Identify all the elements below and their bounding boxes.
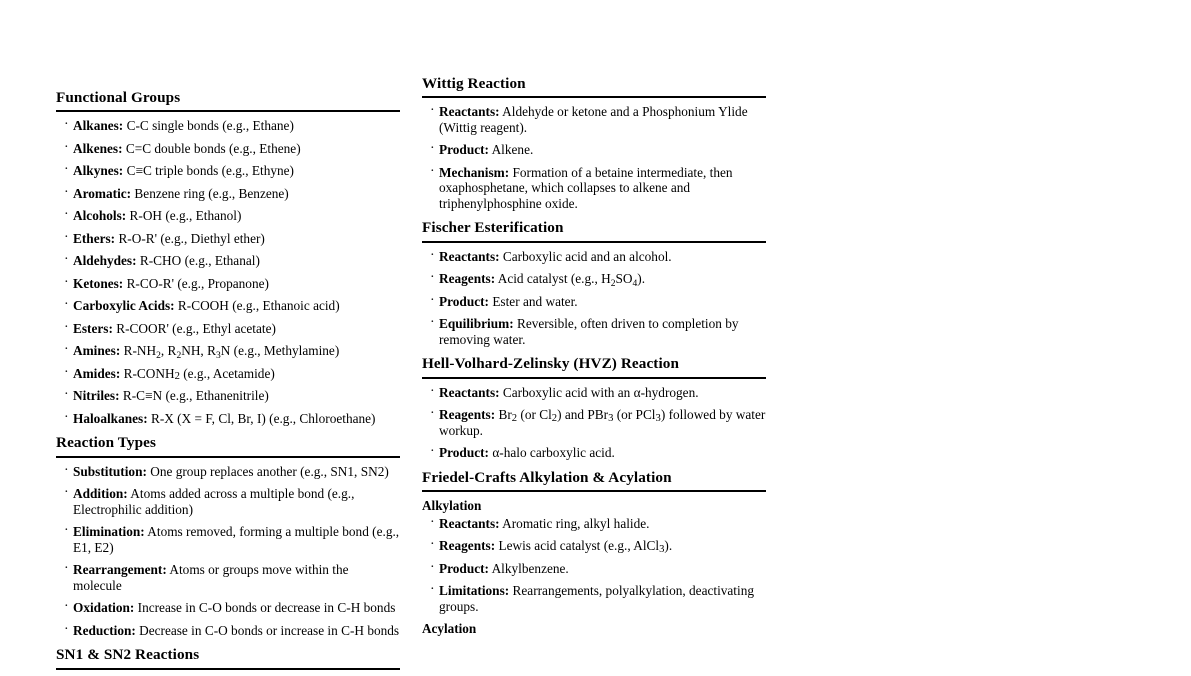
- definition-list: [56, 118, 400, 426]
- item-term: Limitations:: [439, 583, 510, 599]
- item-term: Alcohols:: [73, 208, 127, 224]
- section: [422, 218, 766, 347]
- item-description: $R-NH_2$, $R_2NH$, $R_3N$ (e.g., Methylamine): [123, 343, 340, 361]
- item-term: Aromatic:: [73, 185, 132, 201]
- list-item: [430, 538, 766, 553]
- list-item: [64, 141, 400, 156]
- section: [422, 354, 766, 460]
- section-heading: Friedel-Crafts Alkylation & Acylation: [422, 468, 672, 486]
- subsection-heading: Acylation: [422, 621, 477, 636]
- item-term: Substitution:: [73, 463, 147, 479]
- list-item: [64, 623, 400, 638]
- list-item: [430, 165, 766, 211]
- list-item: [430, 271, 766, 289]
- item-description: C=C double bonds (e.g., Ethene): [125, 140, 301, 156]
- list-item: [430, 583, 766, 614]
- item-description: R-O-R' (e.g., Diethyl ether): [118, 230, 265, 246]
- item-term: Carboxylic Acids:: [73, 298, 175, 314]
- definition-list: [422, 104, 766, 211]
- list-item: [64, 186, 400, 201]
- item-term: Reduction:: [73, 622, 136, 638]
- definition-list: [422, 385, 766, 461]
- item-term: Addition:: [73, 486, 128, 502]
- list-item: [430, 445, 766, 460]
- item-description: Alkylbenzene.: [491, 560, 569, 576]
- list-item: [64, 231, 400, 246]
- item-term: Reactants:: [439, 104, 500, 120]
- section: [56, 88, 400, 426]
- list-item: [64, 343, 400, 361]
- item-term: Reactants:: [439, 515, 500, 531]
- list-item: [430, 407, 766, 438]
- item-description: One group replaces another (e.g., SN1, SN2): [150, 463, 389, 479]
- item-term: Alkynes:: [73, 163, 124, 179]
- section-rule: [56, 456, 400, 458]
- item-description: Carboxylic acid and an alcohol.: [502, 248, 672, 264]
- list-item: [430, 385, 766, 400]
- item-description: Alkene.: [491, 142, 534, 158]
- list-item: [64, 298, 400, 313]
- list-item: [64, 486, 400, 517]
- item-term: Haloalkanes:: [73, 410, 148, 426]
- definition-list: [422, 516, 766, 614]
- list-item: [64, 276, 400, 291]
- item-term: Product:: [439, 560, 489, 576]
- item-term: Aldehydes:: [73, 253, 137, 269]
- item-description: Atoms removed, forming a multiple bond (e.g., E1, E2): [73, 524, 400, 555]
- item-description: $Br_2$ (or $Cl_2$) and PBr$_3$ (or PCl$_3$) followed by water workup.: [439, 407, 766, 438]
- item-description: R-CO-R' (e.g., Propanone): [126, 275, 269, 291]
- section: [56, 645, 400, 669]
- item-term: Equilibrium:: [439, 316, 514, 332]
- list-item: [64, 464, 400, 479]
- item-term: Elimination:: [73, 524, 145, 540]
- item-term: Product:: [439, 293, 489, 309]
- item-description: R-OH (e.g., Ethanol): [129, 208, 242, 224]
- item-term: Reagents:: [439, 271, 496, 287]
- list-item: [430, 316, 766, 347]
- item-term: Reactants:: [439, 248, 500, 264]
- item-description: R-C≡N (e.g., Ethanenitrile): [122, 388, 269, 404]
- item-term: Esters:: [73, 320, 113, 336]
- item-term: Oxidation:: [73, 600, 135, 616]
- list-item: [64, 208, 400, 223]
- item-description: Ester and water.: [492, 293, 578, 309]
- item-description: C≡C triple bonds (e.g., Ethyne): [126, 163, 294, 179]
- list-item: [64, 562, 400, 593]
- item-term: Ketones:: [73, 275, 124, 291]
- list-item: [64, 524, 400, 555]
- section-rule: [422, 241, 766, 243]
- list-item: [430, 294, 766, 309]
- item-term: Mechanism:: [439, 164, 510, 180]
- item-term: Product:: [439, 142, 489, 158]
- section: [56, 433, 400, 638]
- section-heading: Hell-Volhard-Zelinsky (HVZ) Reaction: [422, 355, 680, 373]
- list-item: [64, 118, 400, 133]
- section-heading: Functional Groups: [56, 89, 181, 106]
- item-description: R-X (X = F, Cl, Br, I) (e.g., Chloroethane): [150, 410, 376, 426]
- item-description: Decrease in C-O bonds or increase in C-H bonds: [139, 622, 400, 638]
- section-rule: [56, 668, 400, 670]
- item-description: Carboxylic acid with an α-hydrogen.: [502, 384, 699, 400]
- list-item: [64, 163, 400, 178]
- item-term: Alkanes:: [73, 118, 124, 134]
- list-item: [64, 600, 400, 615]
- item-term: Reactants:: [439, 384, 500, 400]
- section: [422, 468, 766, 638]
- item-term: Product:: [439, 445, 489, 461]
- item-term: Nitriles:: [73, 388, 120, 404]
- item-description: Aromatic ring, alkyl halide.: [502, 515, 650, 531]
- item-term: Amines:: [73, 343, 121, 359]
- item-description: R-CHO (e.g., Ethanal): [139, 253, 260, 269]
- section: [422, 74, 766, 211]
- section-rule: [422, 490, 766, 492]
- item-description: Lewis acid catalyst (e.g., AlCl$_3$).: [498, 538, 673, 555]
- item-description: α-halo carboxylic acid.: [492, 445, 615, 461]
- item-description: $R-CONH_2$ (e.g., Acetamide): [123, 365, 275, 383]
- list-item: [430, 104, 766, 135]
- item-term: Reagents:: [439, 407, 496, 423]
- item-description: Increase in C-O bonds or decrease in C-H bonds: [137, 600, 396, 616]
- item-description: Benzene ring (e.g., Benzene): [134, 185, 289, 201]
- list-item: [430, 561, 766, 576]
- item-description: Atoms or groups move within the molecule: [73, 562, 349, 593]
- section-heading: Wittig Reaction: [422, 75, 526, 92]
- item-term: Rearrangement:: [73, 562, 167, 578]
- item-description: Aldehyde or ketone and a Phosphonium Ylide (Wittig reagent).: [439, 104, 748, 135]
- list-item: [64, 411, 400, 426]
- item-description: R-COOH (e.g., Ethanoic acid): [177, 298, 340, 314]
- item-term: Amides:: [73, 365, 121, 381]
- item-description: Rearrangements, polyalkylation, deactivating groups.: [439, 583, 754, 614]
- definition-list: [422, 249, 766, 347]
- left-column: [56, 88, 400, 676]
- item-description: Atoms added across a multiple bond (e.g., Electrophilic addition): [73, 486, 355, 517]
- list-item: [430, 142, 766, 157]
- list-item: [64, 253, 400, 268]
- right-column: [422, 74, 766, 639]
- list-item: [430, 516, 766, 531]
- section-rule: [56, 110, 400, 112]
- section-rule: [422, 377, 766, 379]
- item-description: Reversible, often driven to completion by removing water.: [439, 316, 739, 347]
- item-term: Alkenes:: [73, 140, 123, 156]
- item-description: Acid catalyst (e.g., $H_2SO_4$).: [497, 271, 646, 289]
- list-item: [430, 249, 766, 264]
- item-description: Formation of a betaine intermediate, then oxaphosphetane, which collapses to alkene and triphenylphosphine oxide.: [439, 164, 733, 211]
- section-heading: SN1 & SN2 Reactions: [56, 646, 200, 664]
- list-item: [64, 366, 400, 381]
- item-term: Reagents:: [439, 538, 496, 554]
- item-description: R-COOR' (e.g., Ethyl acetate): [116, 320, 276, 336]
- item-term: Ethers:: [73, 230, 116, 246]
- list-item: [64, 388, 400, 403]
- item-description: C-C single bonds (e.g., Ethane): [126, 118, 294, 134]
- section-heading: Reaction Types: [56, 434, 156, 452]
- section-rule: [422, 96, 766, 98]
- definition-list: [56, 464, 400, 638]
- section-heading: Fischer Esterification: [422, 219, 564, 237]
- list-item: [64, 321, 400, 336]
- subsection-heading: Alkylation: [422, 498, 482, 514]
